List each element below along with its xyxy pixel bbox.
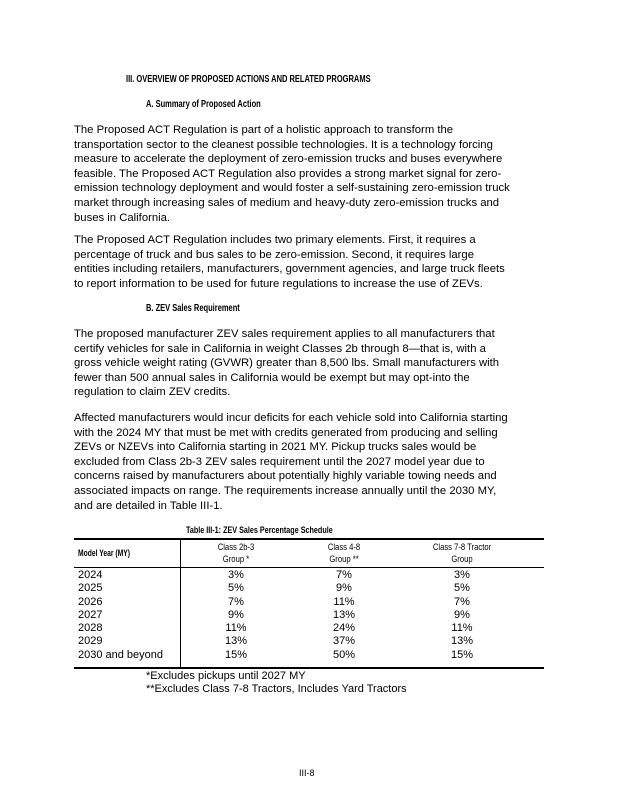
column-header-line: Class 7-8 Tractor xyxy=(432,542,492,552)
table-row xyxy=(78,622,544,635)
paragraph-line: ZEVs or NZEVs into California starting in 2021 MY. Pickup trucks sales would be xyxy=(74,441,477,454)
cell-class-7-8: 5% xyxy=(454,582,470,595)
paragraph-line: with the 2024 MY that must be met with credits generated from producing and selling xyxy=(74,426,498,439)
cell-class-2b-3: 3% xyxy=(228,569,244,581)
table-row xyxy=(78,635,544,648)
paragraph-line: percentage of truck and bus sales to be zero-emission. Second, it requires large xyxy=(74,248,475,261)
table-header-rule xyxy=(74,567,544,568)
table-note-pickups: *Excludes pickups until 2027 MY xyxy=(146,670,306,682)
column-header-line: Class 2b-3 xyxy=(217,542,255,552)
cell-year: 2024 xyxy=(78,569,103,581)
cell-year: 2029 xyxy=(78,635,103,648)
column-header-line: Class 4-8 xyxy=(327,542,361,552)
table-note-tractors: **Excludes Class 7-8 Tractors, Includes Yard Tractors xyxy=(146,683,407,695)
cell-year: 2026 xyxy=(78,595,103,608)
paragraph-zev-2 xyxy=(74,411,540,513)
column-header-class-7-8-tractor xyxy=(412,541,512,565)
paragraph-line: The proposed manufacturer ZEV sales requirement applies to all manufacturers that xyxy=(74,328,495,340)
column-header-class-4-8 xyxy=(294,541,394,565)
cell-year: 2028 xyxy=(78,622,103,635)
paragraph-line: concerns raised by manufacturers about potentially highly variable towing needs and xyxy=(74,470,497,483)
cell-class-4-8: 24% xyxy=(332,622,356,635)
paragraph-line: regulation to claim ZEV credits. xyxy=(74,386,231,399)
cell-class-7-8: 3% xyxy=(454,569,470,581)
table-body xyxy=(78,569,544,662)
paragraph-line: associated impacts on range. The requirements increase annually until the 2030 MY, xyxy=(74,484,497,497)
cell-class-7-8: 7% xyxy=(454,595,470,608)
cell-class-2b-3: 9% xyxy=(228,608,244,621)
column-header-model-year: Model Year (MY) xyxy=(78,548,131,558)
section-heading: III. OVERVIEW OF PROPOSED ACTIONS AND RELATED PROGRAMS xyxy=(126,74,371,85)
paragraph-line: transportation sector to the cleanest possible technologies. It is a technology forcing xyxy=(74,138,493,151)
column-header-line: Group * xyxy=(222,554,250,564)
paragraph-line: fewer than 500 annual sales in California would be exempt but may opt-into the xyxy=(74,371,470,384)
paragraph-line: The Proposed ACT Regulation includes two primary elements. First, it requires a xyxy=(74,234,476,246)
cell-class-2b-3: 15% xyxy=(224,648,248,661)
table-row xyxy=(78,582,544,595)
cell-class-2b-3: 5% xyxy=(228,582,244,595)
paragraph-line: The Proposed ACT Regulation is part of a holistic approach to transform the xyxy=(74,124,454,136)
cell-class-7-8: 9% xyxy=(454,608,470,621)
paragraph-line: gross vehicle weight rating (GVWR) greater than 8,500 lbs. Small manufacturers with xyxy=(74,357,500,370)
column-header-line: Group ** xyxy=(329,554,359,564)
cell-class-4-8: 37% xyxy=(332,635,356,648)
cell-class-2b-3: 11% xyxy=(225,622,247,635)
paragraph-line: market through increasing sales of medium and heavy-duty zero-emission trucks and xyxy=(74,196,500,209)
paragraph-line: certify vehicles for sale in California in weight Classes 2b through 8—that is, with a xyxy=(74,342,486,355)
table-row xyxy=(78,569,544,582)
cell-year: 2030 and beyond xyxy=(78,648,164,661)
cell-class-7-8: 15% xyxy=(450,648,474,661)
paragraph-line: and are detailed in Table III-1. xyxy=(74,499,223,512)
page-number: III-8 xyxy=(299,768,315,778)
table-top-rule xyxy=(74,538,544,540)
subheading-zev-sales: B. ZEV Sales Requirement xyxy=(146,303,240,314)
paragraph-line: excluded from Class 2b-3 ZEV sales requirement until the 2027 model year due to xyxy=(74,455,485,468)
cell-class-2b-3: 13% xyxy=(224,635,248,648)
table-row xyxy=(78,609,544,622)
paragraph-line: emission technology deployment and would foster a self-sustaining zero-emission truck xyxy=(74,182,510,195)
paragraph-line: Affected manufacturers would incur deficits for each vehicle sold into California starting xyxy=(74,412,508,424)
paragraph-summary-2 xyxy=(74,233,540,291)
cell-class-4-8: 50% xyxy=(332,648,356,661)
cell-class-7-8: 11% xyxy=(451,622,473,635)
paragraph-line: entities including retailers, manufacturers, government agencies, and large truck fleets xyxy=(74,263,505,276)
column-header-line: Group xyxy=(451,554,473,564)
cell-class-2b-3: 7% xyxy=(228,595,244,608)
paragraph-line: measure to accelerate the deployment of zero-emission trucks and buses everywhere xyxy=(74,153,503,166)
paragraph-line: feasible. The Proposed ACT Regulation also provides a strong market signal for zero- xyxy=(74,167,502,180)
cell-year: 2027 xyxy=(78,608,103,621)
paragraph-line: buses in California. xyxy=(74,211,171,224)
paragraph-line: to report information to be used for future regulations to increase the use of ZEVs. xyxy=(74,277,483,290)
cell-class-7-8: 13% xyxy=(450,635,474,648)
cell-class-4-8: 9% xyxy=(336,582,352,595)
paragraph-summary-1 xyxy=(74,123,540,225)
table-row xyxy=(78,596,544,609)
table-bottom-rule xyxy=(74,667,544,669)
cell-class-4-8: 7% xyxy=(336,569,352,581)
subheading-summary: A. Summary of Proposed Action xyxy=(146,99,261,110)
cell-class-4-8: 13% xyxy=(332,608,356,621)
cell-class-4-8: 11% xyxy=(333,595,355,608)
cell-year: 2025 xyxy=(78,582,103,595)
table-row xyxy=(78,649,544,662)
table-caption: Table III-1: ZEV Sales Percentage Schedule xyxy=(186,525,333,535)
paragraph-zev-1 xyxy=(74,327,540,400)
column-header-class-2b-3 xyxy=(186,541,286,565)
